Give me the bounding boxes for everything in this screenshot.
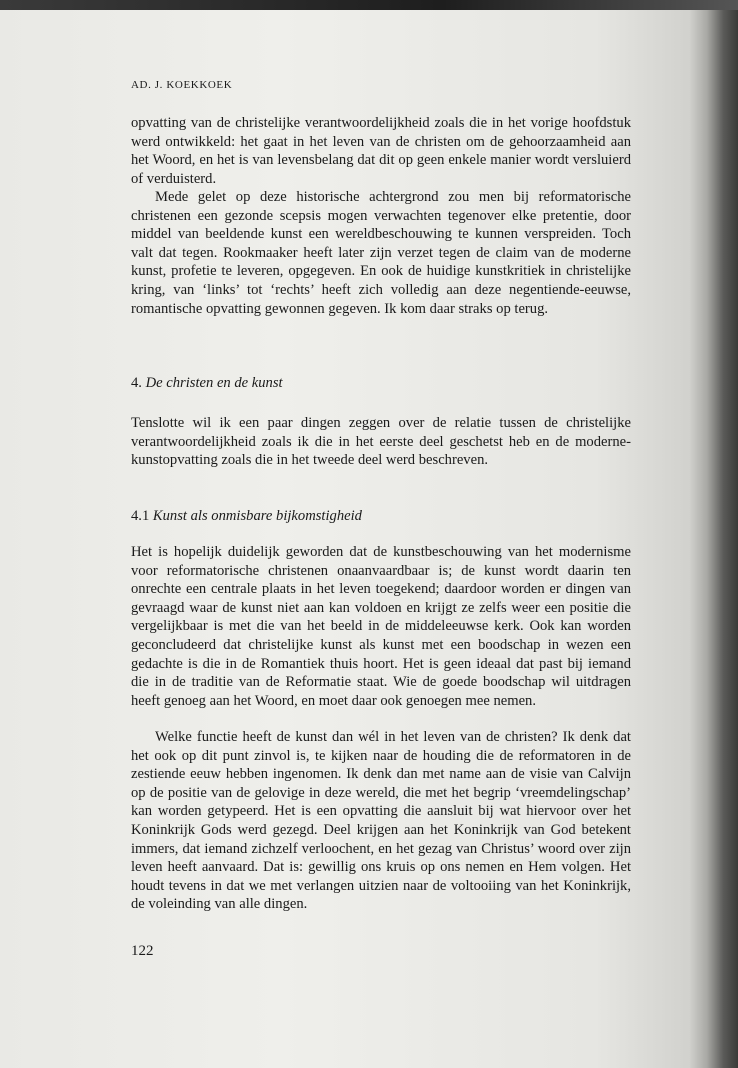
paragraph-5: Welke functie heeft de kunst dan wél in het leven van de christen? Ik denk dat het ook op dit punt zinvol is, te kijken naar de houding die de reformatoren in de zestiende eeuw hebben ingenomen. Ik denk dan met name aan de visie van Calvijn op de positie van de gelovige in deze wereld, die met het begrip ‘vreemdelingschap’ kan worden getypeerd. Het is een opvatting die aansluit bij wat hiervoor over het Koninkrijk Gods werd gezegd. Deel krijgen aan het Koninkrijk van God betekent immers, dat iemand zichzelf verloochent, en het gezag van Christus’ woord over zijn leven heeft aanvaard. Dat is: gewillig ons kruis op ons nemen en Hem volgen. Het houdt tevens in dat we met verlangen uitzien naar de voltooiing van het Koninkrijk, de voleinding van alle dingen. [131, 729, 631, 913]
page-number: 122 [131, 943, 154, 959]
paragraph-2: Mede gelet op deze historische achtergrond zou men bij reformatorische christenen een gezonde scepsis mogen verwachten tegenover elke pretentie, door middel van beeldende kunst een wereldbeschouwing te kunnen verspreiden. Toch valt dat tegen. Rookmaaker heeft later zijn verzet tegen de claim van de moderne kunst, profetie te leveren, opgegeven. En ook de huidige kunstkritiek in christelijke kring, van ‘links’ tot ‘rechts’ heeft zich volledig aan deze negentiende-eeuwse, romantische opvatting gewonnen gegeven. Ik kom daar straks op terug. [131, 189, 631, 317]
running-header: AD. J. KOEKKOEK [131, 79, 233, 91]
section-number: 4.1 [131, 508, 150, 524]
paragraph-1: opvatting van de christelijke verantwoordelijkheid zoals die in het vorige hoofdstuk werd ontwikkeld: het gaat in het leven van de christen om de gehoorzaamheid aan het Woord, en het is van levensbelang dat dit op geen enkele manier wordt versluierd of verduisterd. [131, 115, 631, 187]
section-number: 4. [131, 375, 142, 391]
section-heading-4 [131, 374, 283, 393]
section-title: Kunst als onmisbare bijkomstigheid [152, 508, 362, 524]
paragraph-3: Tenslotte wil ik een paar dingen zeggen over de relatie tussen de christelijke verantwoordelijkheid zoals ik die in het eerste deel geschetst heb en de moderne-kunstopvatting zoals die in het tweede deel werd beschreven. [131, 415, 631, 469]
page-binding-shadow [690, 10, 738, 1068]
section-heading-4-1 [131, 507, 362, 526]
paragraph-4: Het is hopelijk duidelijk geworden dat de kunstbeschouwing van het modernisme voor reformatorische christenen onaanvaardbaar is; de kunst wordt daarin ten onrechte een centrale plaats in het leven toegekend; daardoor worden er dingen van gevraagd waar de kunst niet aan kan voldoen en krijgt ze zelfs weer een positie die vergelijkbaar is met die van het beeld in de middeleeuwse kerk. Ook kan worden geconcludeerd dat christelijke kunst als kunst met een boodschap in wezen een gedachte is die in de Romantiek thuis hoort. Het is geen ideaal dat past bij iemand die in de traditie van de Reformatie staat. Wie de goede boodschap wil uitdragen heeft genoeg aan het Woord, en moet daar ook genoegen mee nemen. [131, 544, 631, 709]
section-title: De christen en de kunst [145, 375, 283, 391]
